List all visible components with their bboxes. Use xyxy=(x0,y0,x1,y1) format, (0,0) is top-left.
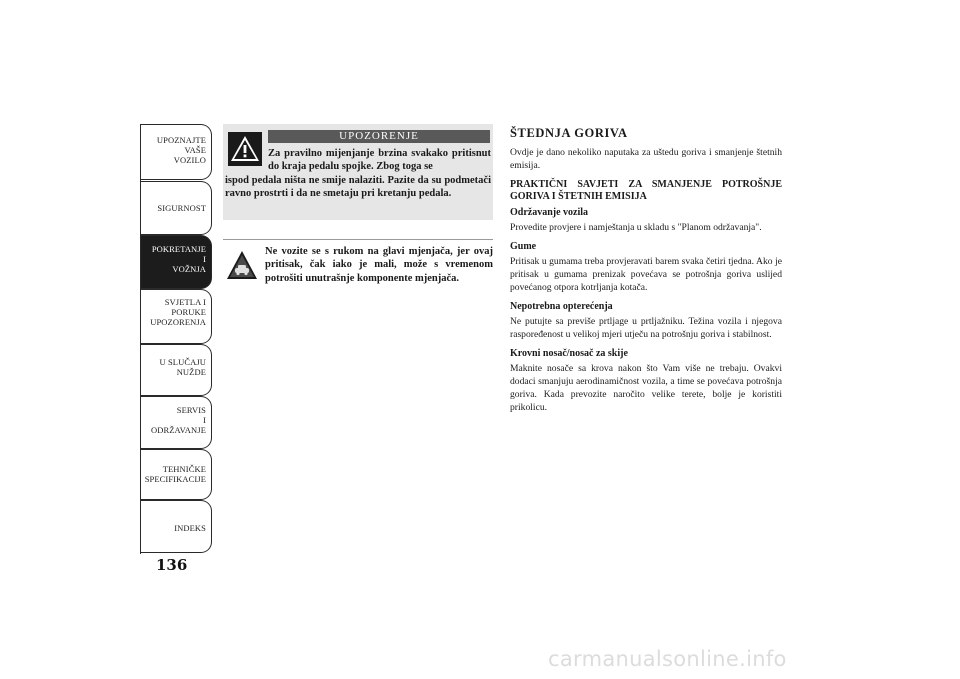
note-text: Ne vozite se s rukom na glavi mjenjača, jer ovaj pritisak, čak iako je mali, može s vremenom potrošiti unutrašnje komponente mjenjača. xyxy=(265,246,493,284)
tab-label: UPOZNAJTE VAŠE VOZILO xyxy=(156,135,206,165)
tab-label: POKRETANJE I VOŽNJA xyxy=(151,244,206,274)
tab-label: U SLUČAJU NUŽDE xyxy=(159,357,206,377)
tab-pokretanje-i-voznja[interactable] xyxy=(141,235,212,289)
note-divider xyxy=(223,239,493,240)
section-intro: Ovdje je dano nekoliko naputaka za uštedu goriva i smanjenje štetnih emisija. xyxy=(510,147,782,171)
page-number: 136 xyxy=(156,556,188,574)
tab-upoznajte-vase-vozilo[interactable] xyxy=(141,124,212,180)
fuel-saving-section xyxy=(510,126,782,421)
tab-label: SIGURNOST xyxy=(157,203,206,213)
item-text-maintenance: Provedite provjere i namještanja u skladu s "Planom održavanja". xyxy=(510,222,762,234)
item-heading-loads: Nepotrebna opterećenja xyxy=(510,300,613,312)
warning-text-first: Za pravilno mijenjanje brzina svakako pritisnut do kraja pedalu spojke. Zbog toga se xyxy=(268,148,491,173)
warning-header: UPOZORENJE xyxy=(268,130,490,143)
item-text-tyres: Pritisak u gumama treba provjeravati barem svaka četiri tjedna. Ako je pritisak u gumama prenizak povećava se potrošnja goriva uslijed povećanog otpora kotrljanja kotača. xyxy=(510,256,782,293)
warning-box xyxy=(223,124,493,220)
tab-label: TEHNIČKE SPECIFIKACIJE xyxy=(144,464,206,484)
tab-indeks[interactable] xyxy=(141,500,212,553)
item-heading-tyres: Gume xyxy=(510,240,537,252)
gearshift-caution-icon xyxy=(226,249,258,281)
warning-text-rest: ispod pedala ništa ne smije nalaziti. Pazite da su podmetači ravno prostrti i da ne smetaju pri kretanju pedala. xyxy=(225,174,491,200)
item-heading-roof-rack: Krovni nosač/nosač za skije xyxy=(510,347,628,359)
item-heading-maintenance: Održavanje vozila xyxy=(510,206,589,218)
item-text-loads: Ne putujte sa previše prtljage u prtljažniku. Težina vozila i njegova raspoređenost u velikoj mjeri utječu na potrošnju goriva i stabilnost. xyxy=(510,316,782,341)
warning-text xyxy=(225,147,491,201)
tab-tehnicke-specifikacije[interactable] xyxy=(141,449,212,500)
tab-sigurnost[interactable] xyxy=(141,181,212,235)
watermark: carmanualsonline.info xyxy=(548,647,787,671)
tab-label: INDEKS xyxy=(174,523,206,533)
tab-column-rule xyxy=(140,124,141,554)
tab-label: SVJETLA I PORUKE UPOZORENJA xyxy=(150,297,206,327)
section-title: ŠTEDNJA GORIVA xyxy=(510,126,628,140)
tab-servis-i-odrzavanje[interactable] xyxy=(141,396,212,449)
tab-svjetla-i-poruke-upozorenja[interactable] xyxy=(141,289,212,344)
tab-u-slucaju-nuzde[interactable] xyxy=(141,344,212,396)
item-text-roof-rack: Maknite nosače sa krova nakon što Vam više ne trebaju. Ovakvi dodaci smanjuju aerodinamičnost vozila, a time se povećava potrošnja goriva. Kada prevozite naročito velike terete, bolje je koristiti prikolicu. xyxy=(510,363,782,413)
tab-label: SERVIS I ODRŽAVANJE xyxy=(150,405,206,435)
section-subtitle: PRAKTIČNI SAVJETI ZA SMANJENJE POTROŠNJE GORIVA I ŠTETNIH EMISIJA xyxy=(510,178,782,203)
